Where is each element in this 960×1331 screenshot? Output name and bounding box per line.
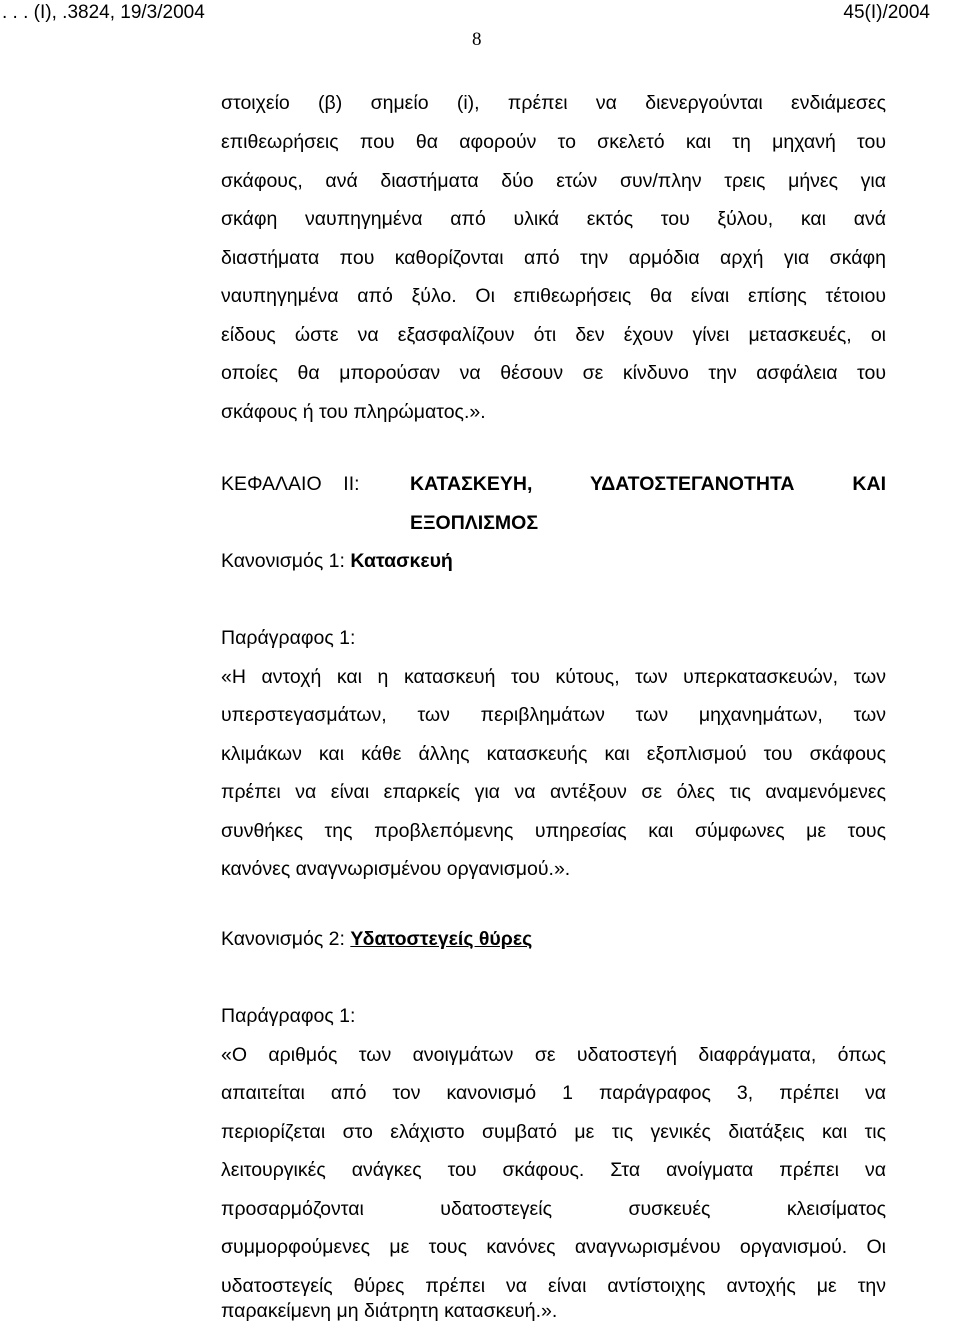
text-line: επιθεωρήσεις που θα αφορούν το σκελετό και τη μηχανή του xyxy=(221,131,886,153)
regulation-heading xyxy=(221,920,532,959)
text-line: υπερστεγασμάτων, των περιβλημάτων των μηχανημάτων, των xyxy=(221,704,886,726)
regulation-title: Κατασκευή xyxy=(350,550,453,572)
text-line: προσαρμόζονται υδατοστεγείς συσκευές κλεισίματος xyxy=(221,1198,886,1220)
text-line: λειτουργικές ανάγκες του σκάφους. Στα ανοίγματα πρέπει να xyxy=(221,1159,886,1181)
header-left: . . . (I), .3824, 19/3/2004 xyxy=(2,2,205,23)
paragraph-label: Παράγραφος 1: xyxy=(221,627,356,649)
text-line: «Ο αριθμός των ανοιγμάτων σε υδατοστεγή διαφράγματα, όπως xyxy=(221,1044,886,1066)
chapter-title-continued: ΕΞΟΠΛΙΣΜΟΣ xyxy=(410,512,539,534)
page-number: 8 xyxy=(472,29,482,50)
text-line: πρέπει να είναι επαρκείς για να αντέξουν σε όλες τις αναμενόμενες xyxy=(221,781,886,803)
text-line: συμμορφούμενες με τους κανόνες αναγνωρισμένου οργανισμού. Οι xyxy=(221,1236,886,1258)
text-line: είδους ώστε να εξασφαλίζουν ότι δεν έχουν γίνει μετασκευές, οι xyxy=(221,324,886,346)
header-right: 45(I)/2004 xyxy=(843,2,930,23)
paragraph-label: Παράγραφος 1: xyxy=(221,1005,356,1027)
chapter-label: ΚΕΦΑΛΑΙΟ II: xyxy=(221,473,360,495)
text-line: σκάφους, ανά διαστήματα δύο ετών συν/πλην τρεις μήνες για xyxy=(221,170,886,192)
text-line: διαστήματα που καθορίζονται από την αρμόδια αρχή για σκάφη xyxy=(221,247,886,269)
text-line: παρακείμενη μη διάτρητη κατασκευή.». xyxy=(221,1300,558,1322)
text-line: ναυπηγημένα από ξύλο. Οι επιθεωρήσεις θα είναι επίσης τέτοιου xyxy=(221,285,886,307)
text-line: συνθήκες της προβλεπόμενης υπηρεσίας και σύμφωνες με τους xyxy=(221,820,886,842)
regulation-title: Υδατοστεγείς θύρες xyxy=(350,928,533,950)
regulation-heading xyxy=(221,542,453,581)
text-line: οποίες θα μπορούσαν να θέσουν σε κίνδυνο την ασφάλεια του xyxy=(221,362,886,384)
regulation-prefix: Κανονισμός 1: xyxy=(221,550,351,572)
text-line: απαιτείται από τον κανονισμό 1 παράγραφος 3, πρέπει να xyxy=(221,1082,886,1104)
text-line: περιορίζεται στο ελάχιστο συμβατό με τις γενικές διατάξεις και τις xyxy=(221,1121,886,1143)
text-line: σκάφους ή του πληρώματος.». xyxy=(221,401,486,423)
text-line: υδατοστεγείς θύρες πρέπει να είναι αντίστοιχης αντοχής με την xyxy=(221,1275,886,1297)
text-line: «Η αντοχή και η κατασκευή του κύτους, των υπερκατασκευών, των xyxy=(221,666,886,688)
text-line: στοιχείο (β) σημείο (i), πρέπει να διενεργούνται ενδιάμεσες xyxy=(221,92,886,114)
text-line: σκάφη ναυπηγημένα από υλικά εκτός του ξύλου, και ανά xyxy=(221,208,886,230)
text-line: κανόνες αναγνωρισμένου οργανισμού.». xyxy=(221,858,571,880)
regulation-prefix: Κανονισμός 2: xyxy=(221,928,351,950)
chapter-title: ΚΑΤΑΣΚΕΥΗ, ΥΔΑΤΟΣΤΕΓΑΝΟΤΗΤΑ ΚΑΙ xyxy=(410,473,886,495)
text-line: κλιμάκων και κάθε άλλης κατασκευής και εξοπλισμού του σκάφους xyxy=(221,743,886,765)
